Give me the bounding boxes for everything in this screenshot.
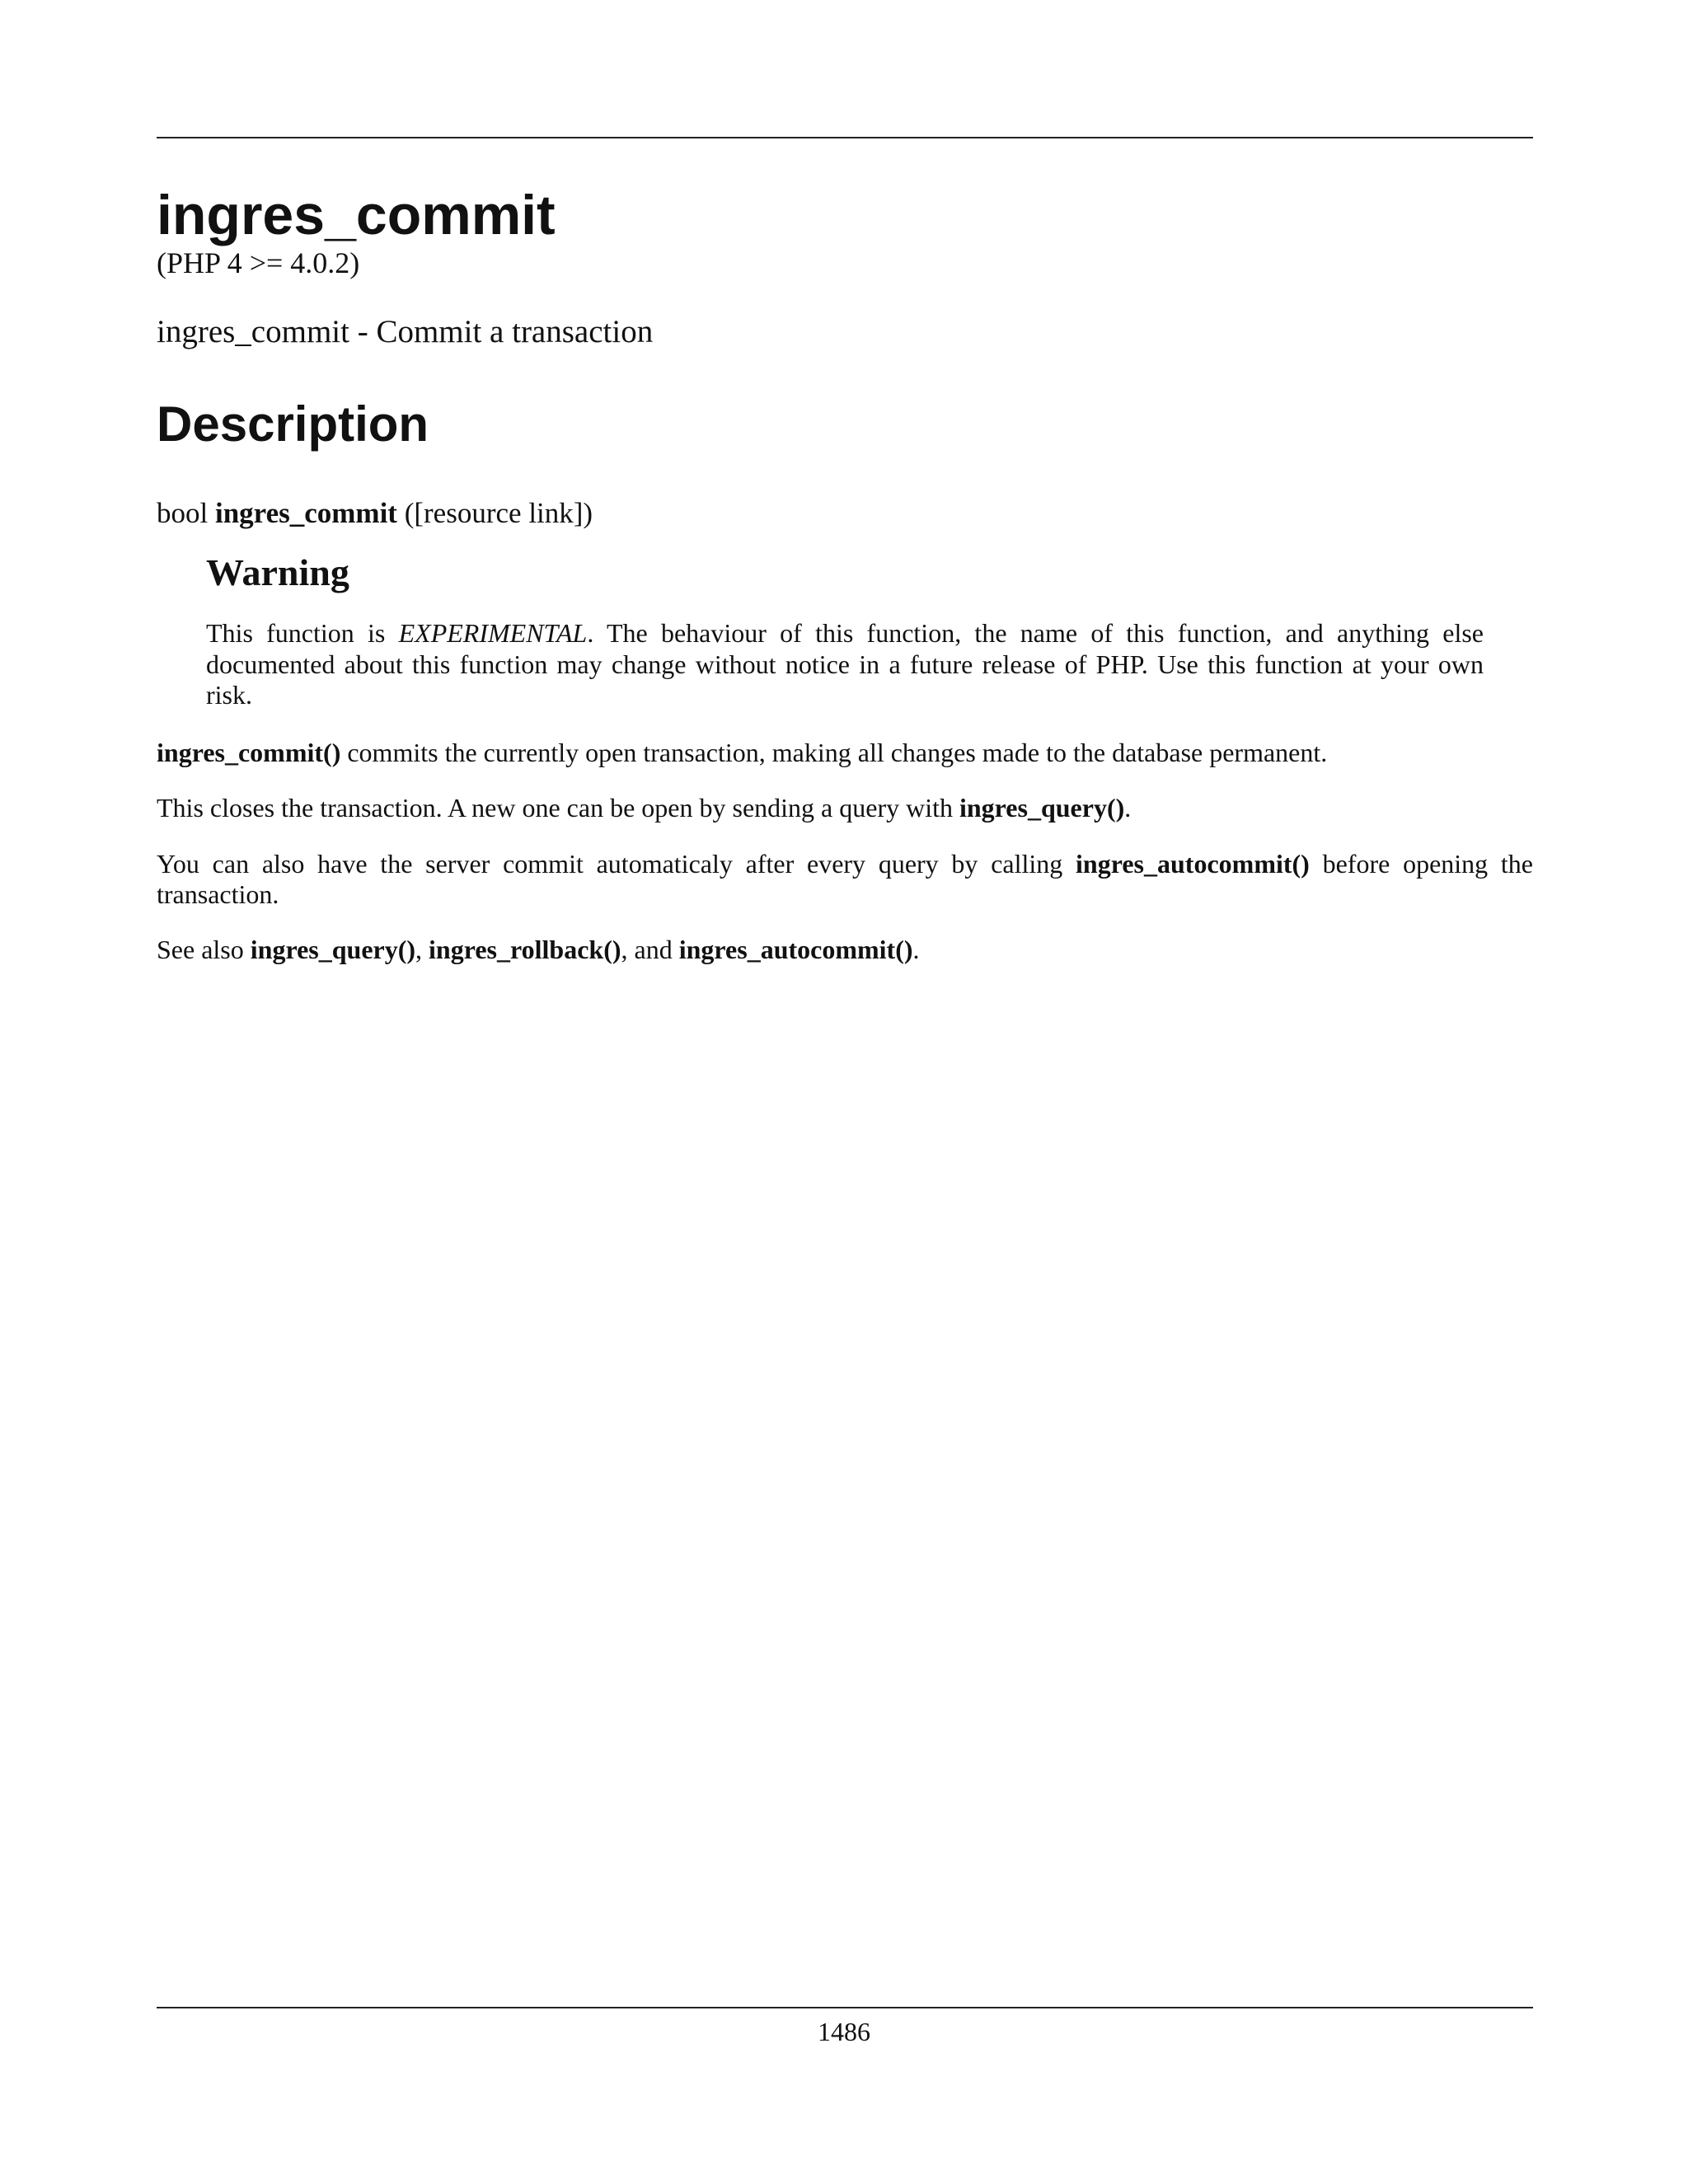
paragraph-autocommit: [157, 849, 1533, 911]
function-synopsis: [157, 495, 1533, 532]
paragraph-autocommit-end: before opening the transaction.: [157, 848, 1534, 909]
page-content: [157, 185, 1533, 966]
paragraph-commit: [157, 738, 1533, 768]
see-also-sep2: , and: [621, 935, 679, 965]
see-also-query: ingres_query(): [250, 935, 416, 965]
paragraph-commit-text: commits the currently open transaction, making all changes made to the database permanent.: [340, 737, 1328, 767]
synopsis-function-name: ingres_commit: [214, 497, 397, 530]
page-number: 1486: [818, 2017, 870, 2046]
function-ref-commit: ingres_commit(): [157, 737, 341, 767]
see-also-end: .: [912, 935, 920, 965]
see-also-rollback: ingres_rollback(): [429, 935, 621, 965]
paragraph-autocommit-text: You can also have the server commit automaticaly after every query by calling: [157, 848, 1076, 879]
version-info: (PHP 4 >= 4.0.2): [157, 246, 360, 280]
paragraph-close-end: .: [1124, 793, 1132, 823]
header-rule: [157, 137, 1533, 138]
synopsis-params: ([resource link]): [404, 497, 593, 530]
footer-rule: [157, 2007, 1533, 2008]
paragraph-close-text: This closes the transaction. A new one can be open by sending a query with: [157, 793, 959, 823]
function-purpose: ingres_commit - Commit a transaction: [157, 313, 654, 349]
see-also: [157, 935, 1533, 965]
see-also-label: See also: [157, 935, 251, 965]
warning-title: Warning: [206, 551, 349, 594]
function-ref-autocommit: ingres_autocommit(): [1076, 848, 1310, 879]
function-title: ingres_commit: [157, 184, 556, 246]
warning-text: [206, 618, 1484, 710]
function-ref-query: ingres_query(): [959, 793, 1125, 823]
paragraph-close: [157, 793, 1533, 823]
warning-text-before: This function is: [206, 618, 399, 649]
description-heading: Description: [157, 396, 429, 452]
see-also-sep1: ,: [415, 935, 429, 965]
synopsis-return-type: bool: [157, 497, 209, 530]
warning-text-after: . The behaviour of this function, the name of this function, and anything else documented about this function may change without notice in a future release of PHP. Use this function at your own risk.: [206, 618, 1484, 710]
see-also-autocommit: ingres_autocommit(): [678, 935, 913, 965]
warning-emphasis: EXPERIMENTAL: [398, 618, 588, 649]
warning-box: [206, 550, 1484, 711]
